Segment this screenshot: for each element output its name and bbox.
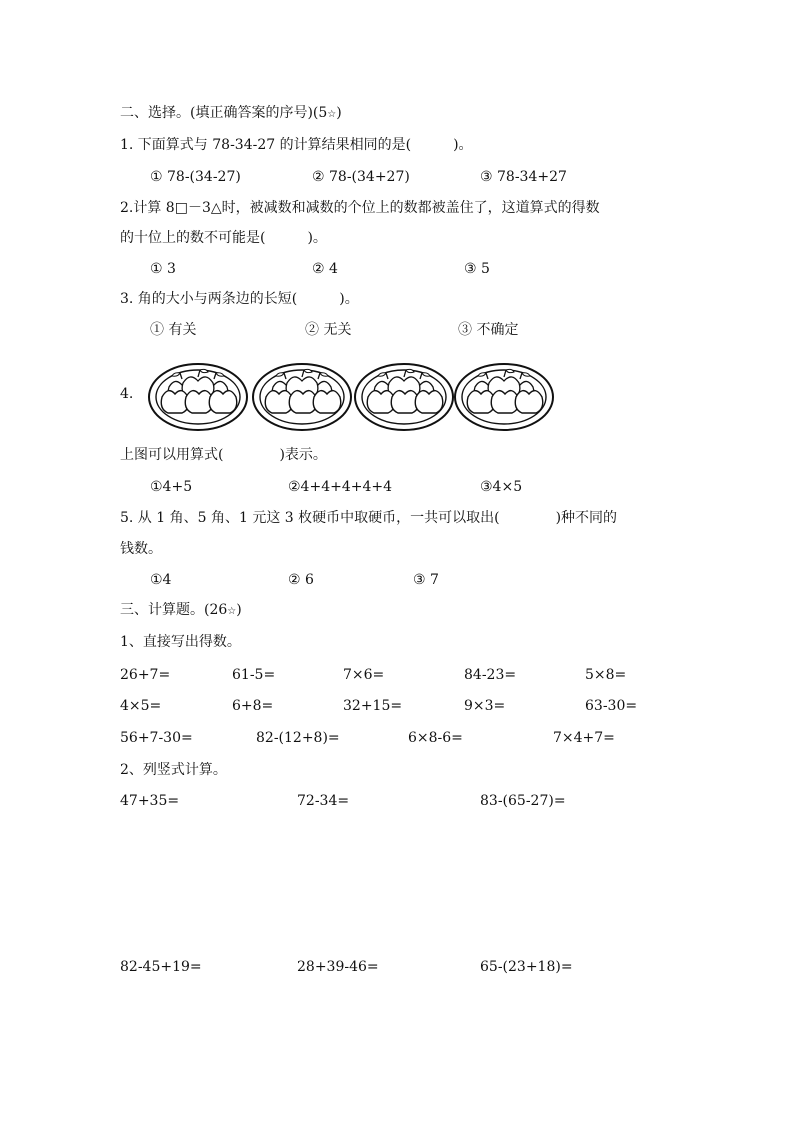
q4-text: 上图可以用算式( )表示。 [120, 447, 327, 463]
q2-option-2: ② 4 [312, 261, 338, 277]
plate-icon [149, 364, 247, 430]
calc-item: 61-5= [232, 667, 276, 683]
q2-line-1: 2.计算 8□－3△时，被减数和减数的个位上的数都被盖住了，这道算式的得数 [120, 200, 600, 216]
q4-option-2: ②4+4+4+4+4 [288, 479, 393, 495]
calc-item: 6+8= [232, 698, 274, 714]
q2-option-3: ③ 5 [464, 261, 490, 277]
calc-item: 84-23= [464, 667, 517, 683]
vertical-calc-item: 72-34= [297, 793, 350, 809]
calc-item: 32+15= [343, 698, 403, 714]
part-1-title: 1、直接写出得数。 [120, 634, 241, 650]
q1-text: 1. 下面算式与 78-34-27 的计算结果相同的是( )。 [120, 137, 473, 153]
calc-item: 7×4+7= [553, 730, 615, 746]
vertical-calc-item: 83-(65-27)= [480, 793, 566, 809]
calc-item: 26+7= [120, 667, 171, 683]
section-3-heading-close: ) [236, 602, 242, 618]
q5-option-2: ② 6 [288, 572, 314, 588]
calc-item: 7×6= [343, 667, 385, 683]
q1-option-2: ② 78-(34+27) [312, 169, 410, 185]
vertical-calc-item: 28+39-46= [297, 959, 379, 975]
q5-line-2: 钱数。 [120, 541, 162, 557]
q4-option-1: ①4+5 [150, 479, 193, 495]
section-3-heading-text: 三、计算题。(26 [120, 602, 228, 618]
vertical-calc-item: 82-45+19= [120, 959, 202, 975]
q5-option-3: ③ 7 [413, 572, 439, 588]
section-3-heading [120, 601, 242, 621]
q3-option-1: ① 有关 [150, 322, 197, 338]
q3-option-3: ③ 不确定 [458, 322, 519, 338]
plate-icon [355, 364, 453, 430]
apple-plates-illustration [148, 358, 558, 434]
plate-icon [253, 364, 351, 430]
q2-line-2: 的十位上的数不可能是( )。 [120, 230, 327, 246]
calc-item: 82-(12+8)= [256, 730, 340, 746]
section-2-heading-close: ) [336, 105, 342, 121]
calc-item: 5×8= [585, 667, 627, 683]
calc-item: 6×8-6= [408, 730, 463, 746]
q1-option-1: ① 78-(34-27) [150, 169, 241, 185]
section-2-heading [120, 104, 342, 124]
calc-item: 9×3= [464, 698, 506, 714]
q5-option-1: ①4 [150, 572, 172, 588]
calc-item: 56+7-30= [120, 730, 193, 746]
star-icon: ☆ [227, 606, 237, 617]
q3-text: 3. 角的大小与两条边的长短( )。 [120, 291, 359, 307]
vertical-calc-item: 65-(23+18)= [480, 959, 573, 975]
section-2-heading-text: 二、选择。(填正确答案的序号)(5 [120, 105, 328, 121]
plate-icon [455, 364, 553, 430]
star-icon: ☆ [327, 109, 337, 120]
vertical-calc-item: 47+35= [120, 793, 180, 809]
calc-item: 4×5= [120, 698, 162, 714]
q5-line-1: 5. 从 1 角、5 角、1 元这 3 枚硬币中取硬币，一共可以取出( )种不同的 [120, 510, 618, 526]
q4-number: 4. [120, 386, 134, 402]
part-2-title: 2、列竖式计算。 [120, 762, 227, 778]
calc-item: 63-30= [585, 698, 638, 714]
q1-option-3: ③ 78-34+27 [480, 169, 567, 185]
q4-option-3: ③4×5 [480, 479, 523, 495]
q2-option-1: ① 3 [150, 261, 176, 277]
q3-option-2: ② 无关 [305, 322, 352, 338]
